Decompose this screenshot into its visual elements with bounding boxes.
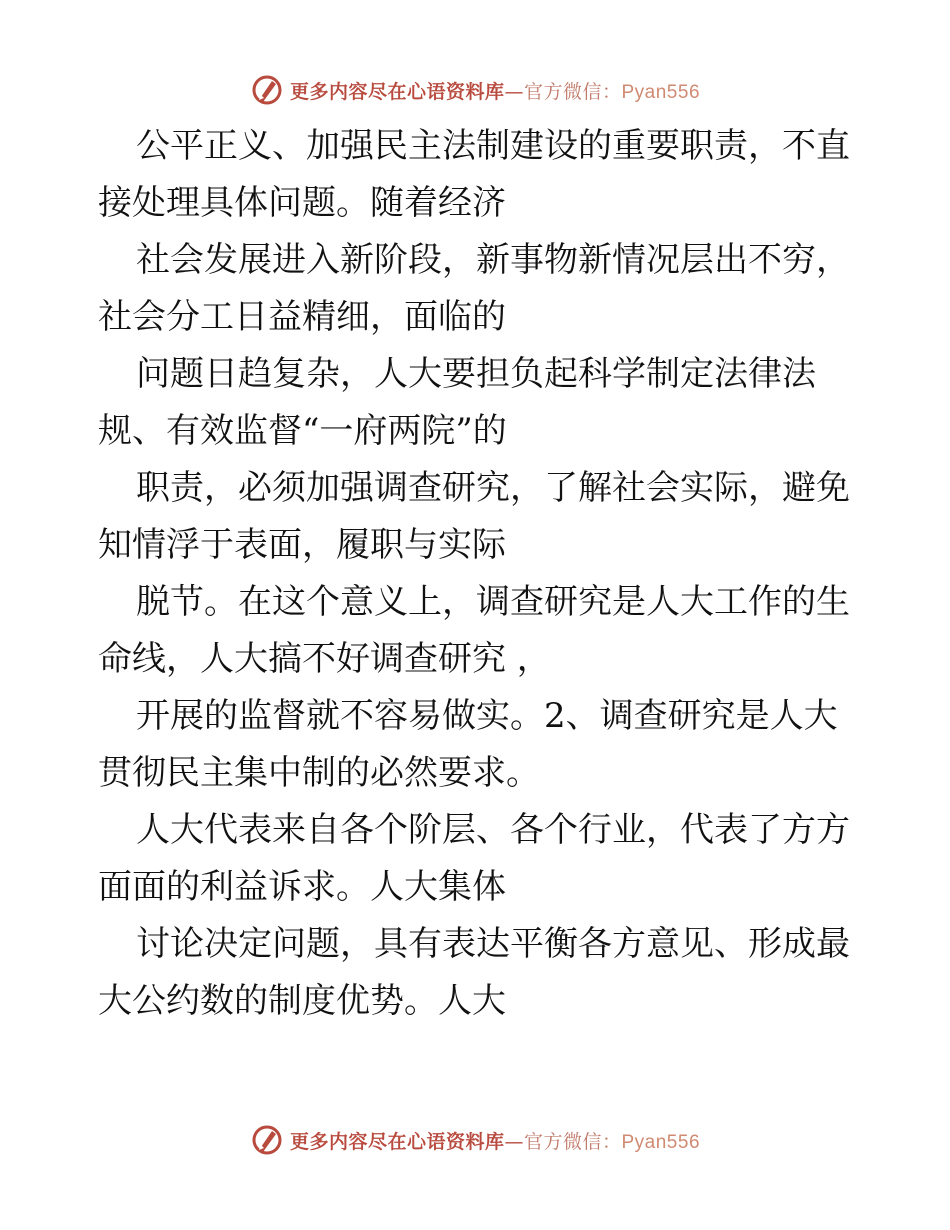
header-banner-sep: — bbox=[504, 80, 524, 103]
pen-circle-logo-icon bbox=[250, 73, 284, 107]
footer-banner-inner bbox=[250, 1123, 700, 1157]
footer-banner-sub: 官方微信： bbox=[523, 1130, 622, 1153]
header-banner-inner bbox=[250, 73, 700, 107]
footer-banner-sep: — bbox=[504, 1130, 524, 1153]
paragraph-line: 开展的监督就不容易做实。2、调查研究是人大 bbox=[136, 696, 838, 736]
footer-banner-text bbox=[290, 1127, 700, 1154]
paragraph-line: 知情浮于表面，履职与实际 bbox=[98, 525, 506, 565]
paragraph bbox=[98, 574, 858, 688]
footer-banner-main: 更多内容尽在心语资料库 bbox=[289, 1130, 505, 1153]
paragraph-line: 职责，必须加强调查研究，了解社会实际，避免 bbox=[136, 468, 850, 508]
paragraph-line: 命线，人大搞不好调查研究 ， bbox=[98, 639, 551, 679]
header-banner-text bbox=[290, 77, 700, 104]
header-banner-id: Pyan556 bbox=[621, 81, 701, 103]
paragraph-line: 脱节。在这个意义上，调查研究是人大工作的生 bbox=[136, 582, 850, 622]
paragraph bbox=[98, 916, 858, 1030]
paragraph-line: 贯彻民主集中制的必然要求。 bbox=[98, 753, 540, 793]
header-banner-sub: 官方微信： bbox=[523, 80, 622, 103]
paragraph-line: 人大代表来自各个阶层、各个行业，代表了方方 bbox=[136, 810, 850, 850]
header-banner bbox=[0, 70, 950, 110]
paragraph bbox=[98, 118, 858, 232]
document-body bbox=[98, 118, 858, 1030]
paragraph-line: 社会发展进入新阶段，新事物新情况层出不穷， bbox=[136, 240, 850, 280]
footer-banner-id: Pyan556 bbox=[621, 1131, 701, 1153]
header-banner-main: 更多内容尽在心语资料库 bbox=[289, 80, 505, 103]
paragraph-line: 公平正义、加强民主法制建设的重要职责，不直 bbox=[136, 126, 850, 166]
paragraph-line: 面面的利益诉求。人大集体 bbox=[98, 867, 506, 907]
paragraph bbox=[98, 688, 858, 802]
paragraph bbox=[98, 460, 858, 574]
paragraph-line: 大公约数的制度优势。人大 bbox=[98, 981, 506, 1021]
paragraph-line: 接处理具体问题。随着经济 bbox=[98, 183, 506, 223]
paragraph-line: 讨论决定问题，具有表达平衡各方意见、形成最 bbox=[136, 924, 850, 964]
pen-circle-logo-icon bbox=[250, 1123, 284, 1157]
paragraph-line: 社会分工日益精细，面临的 bbox=[98, 297, 506, 337]
paragraph-line: 问题日趋复杂，人大要担负起科学制定法律法 bbox=[136, 354, 816, 394]
paragraph bbox=[98, 346, 858, 460]
paragraph bbox=[98, 802, 858, 916]
paragraph-line: 规、有效监督“一府两院”的 bbox=[98, 411, 507, 451]
footer-banner bbox=[0, 1120, 950, 1160]
paragraph bbox=[98, 232, 858, 346]
